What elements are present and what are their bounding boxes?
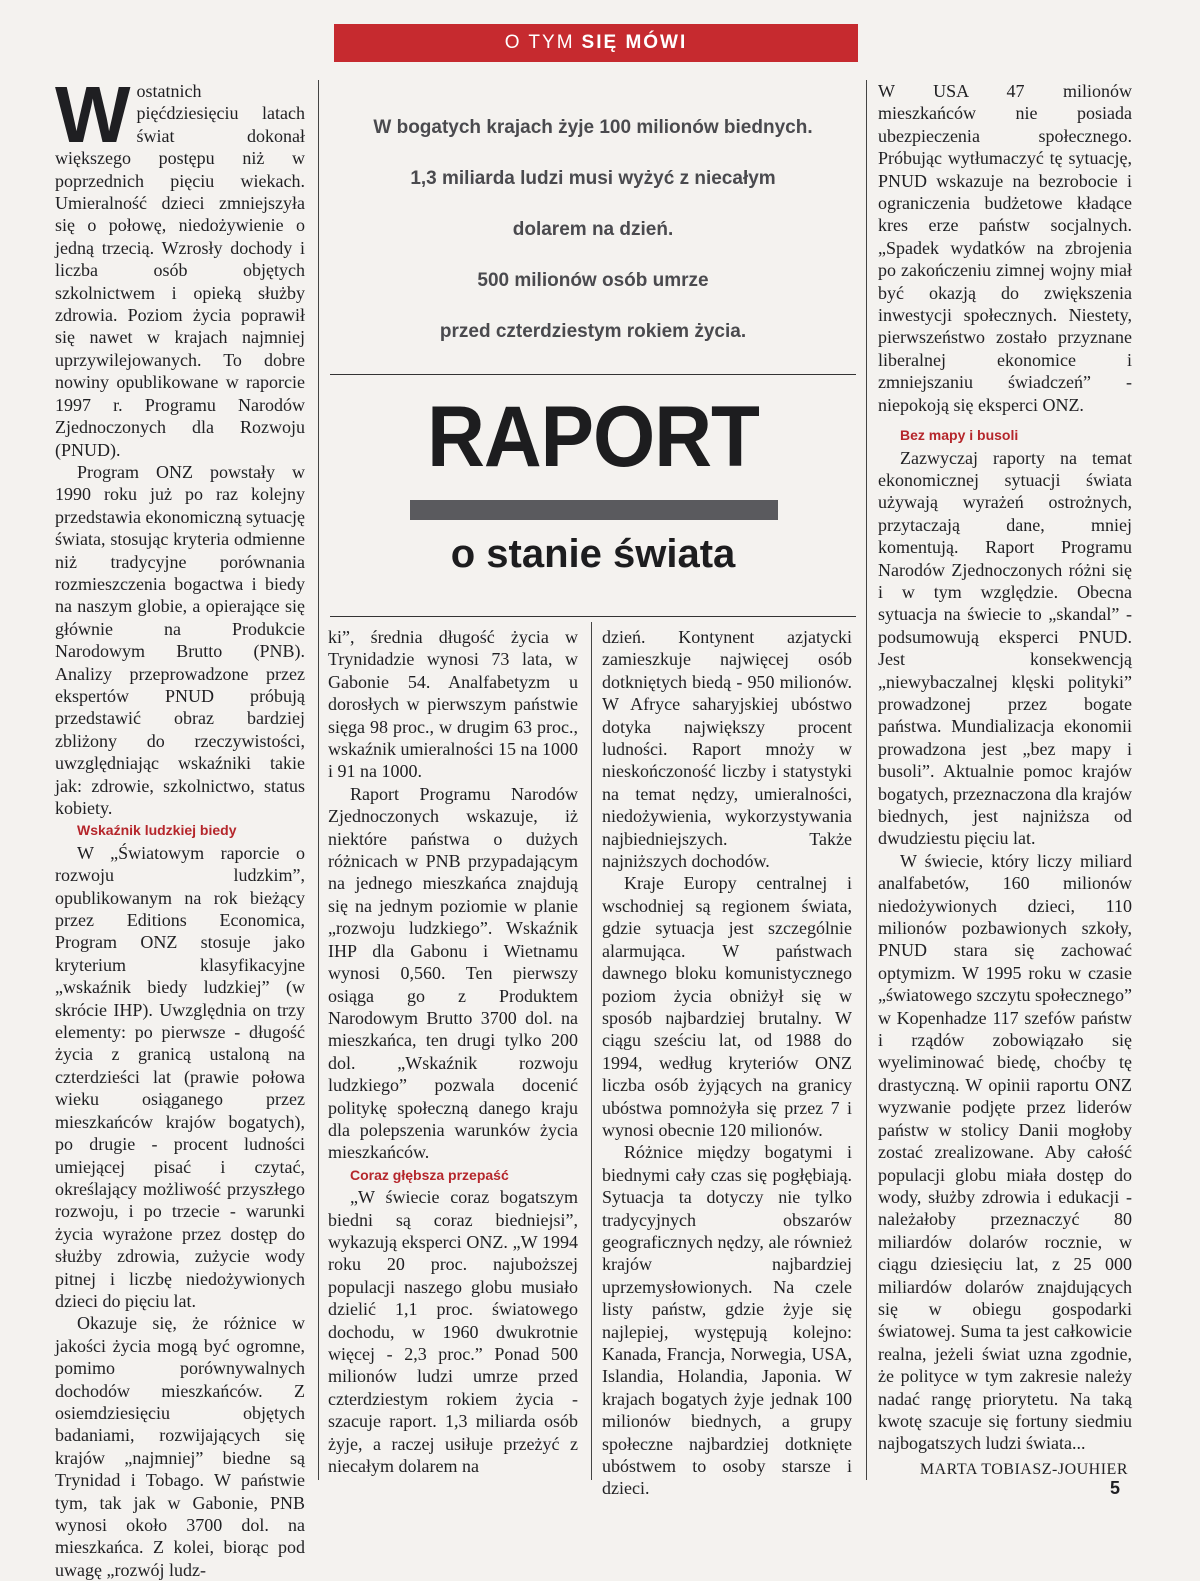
paragraph: dzień. Kontynent azjatycki zamieszkuje najwięcej osób dotkniętych biedą - 950 milionów. W Afryce saharyjskiej ubóstwo dotyka największy procent ludności. Raport mnoży w nieskończoność liczby i statystyki na temat nędzy, umieralności, niedożywienia, wykorzystywania najbiedniejszych. Także najniższych dochodów.: [602, 627, 852, 872]
banner-text-bold: SIĘ MÓWI: [581, 32, 688, 53]
column-rule: [318, 80, 319, 1480]
headline-bar: [410, 500, 778, 520]
paragraph: W „Światowym raporcie o rozwoju ludzkim”, opublikowanym na rok bieżący przez Editions Economica, Program ONZ stosuje jako kryterium klasyfikacyjne „wskaźnik biedy ludzkiej” (w skrócie IHP). Uwzględnia on trzy elementy: po pierwsze - długość życia z granicą ustaloną na czterdzieści lat (prawie połowa wieku osiąganego przez mieszkańców krajów bogatych), po drugie - procent ludności umiejącej pisać i czytać, określający możliwość przyszłego rozwoju, i po trzecie - warunki życia wyrażone przez dostęp do służby zdrowia, zużycie wody pitnej i liczbę niedożywionych dzieci do pięciu lat.: [55, 842, 305, 1311]
paragraph: ostatnich pięćdziesięciu latach świat dokonał większego postępu niż w poprzednich pięciu wiekach. Umieralność dzieci zmniejszyła się o połowę, niedożywienie o jedną trzecią. Wzrosły dochody i liczba osób objętych szkolnictwem i opieką służby zdrowia. Poziom życia poprawił się nawet w krajach najmniej uprzywilejowanych. To dobre nowiny opublikowane w raporcie 1997 r. Programu Narodów Zjednoczonych dla Rozwoju (PNUD).: [55, 81, 305, 460]
paragraph: Zazwyczaj raporty na temat ekonomicznej sytuacji świata używają wyrażeń ostrożnych, przytaczają dane, mniej komentują. Raport Programu Narodów Zjednoczonych różni się i w tym względzie. Obecna sytuacja na świecie to „skandal” - podsumowują eksperci PNUD. Jest konsekwencją „niewybaczalnej klęski polityki” prowadzonej przez bogate państwa. Mundializacja ekonomii prowadzona jest „bez mapy i busoli”. Aktualnie pomoc krajów bogatych, przeznaczona dla krajów biednych, jest najniższa od dwudziestu pięciu lat.: [878, 447, 1132, 849]
divider: [330, 616, 856, 617]
column-rule: [866, 80, 867, 1480]
headline: RAPORT: [427, 388, 759, 485]
lead-line: 500 milionów osób umrze: [477, 270, 709, 291]
section-heading: Coraz głębsza przepaść: [350, 1166, 509, 1183]
section-heading: Wskaźnik ludzkiej biedy: [77, 822, 237, 839]
section-heading: Bez mapy i busoli: [900, 427, 1019, 444]
paragraph: Raport Programu Narodów Zjednoczonych wskazuje, iż niektóre państwa o dużych różnicach w PNB przypadającym na jednego mieszkańca znajdują się na jednym poziomie w planie „rozwoju ludzkiego”. Wskaźnik IHP dla Gabonu i Wietnamu wynosi 0,560. Ten pierwszy osiąga go z Produktem Narodowym Brutto 3700 dol. na mieszkańca, ten drugi tylko 200 dol. „Wskaźnik rozwoju ludzkiego” pozwala docenić politykę społeczną danego kraju dla polepszenia warunków życia mieszkańców.: [328, 783, 578, 1163]
page-number: 5: [1110, 1478, 1121, 1498]
lead-block: [330, 102, 856, 357]
lead-line: przed czterdziestym rokiem życia.: [439, 321, 747, 342]
article-column-2: [328, 626, 578, 1477]
divider: [330, 374, 856, 375]
lead-line: dolarem na dzień.: [512, 219, 674, 240]
section-banner: [334, 24, 858, 62]
paragraph: Okazuje się, że różnice w jakości życia mogą być ogromne, pomimo porównywalnych dochodów mieszkańców. Z osiemdziesięciu objętych badaniami, rozwijających się krajów „najmniej” biedne są Trynidad i Tobago. W państwie tym, tak jak w Gabonie, PNB wynosi około 3700 dol. na mieszkańca. Z kolei, biorąc pod uwagę „rozwój ludz-: [55, 1313, 305, 1580]
paragraph: „W świecie coraz bogatszym biedni są coraz biedniejsi”, wykazują eksperci ONZ. „W 1994 roku 20 proc. najuboższej populacji naszego globu musiało dzielić 1,1 proc. światowego dochodu, w 1960 dwukrotnie więcej - 2,3 proc.” Ponad 500 milionów ludzi umrze przed czterdziestym rokiem życia - szacuje raport. 1,3 miliarda osób żyje, a raczej usiłuje przeżyć z niecałym dolarem na: [328, 1187, 578, 1477]
paragraph: Kraje Europy centralnej i wschodniej są regionem świata, gdzie sytuacja jest szczególnie alarmująca. W państwach dawnego bloku komunistycznego poziom życia obniżył się w sposób najbardziej brutalny. W ciągu sześciu lat, od 1988 do 1994, według kryteriów ONZ liczba osób żyjących na granicy ubóstwa pomnożyła się przez 7 i wynosi obecnie 120 milionów.: [602, 873, 852, 1140]
lead-line: W bogatych krajach żyje 100 milionów biednych.: [373, 117, 813, 138]
lead-line: 1,3 miliarda ludzi musi wyżyć z niecałym: [410, 168, 776, 189]
paragraph: Różnice między bogatymi i biednymi cały czas się pogłębiają. Sytuacja ta dotyczy nie tylko tradycyjnych obszarów geograficznych nędzy, ale również krajów najbardziej uprzemysłowionych. Na czele listy państw, gdzie żyje się najlepiej, występują kolejno: Kanada, Francja, Norwegia, USA, Islandia, Holandia, Japonia. W krajach bogatych żyje jednak 100 milionów biednych, a grupy społeczne najbardziej dotknięte ubóstwem to osoby starsze i dzieci.: [602, 1142, 852, 1499]
column-rule: [591, 622, 592, 1480]
banner-text: O TYM: [504, 32, 575, 53]
article-column-1: [55, 70, 305, 1581]
headline-subtitle: o stanie świata: [450, 532, 736, 576]
paragraph: W USA 47 milionów mieszkańców nie posiada ubezpieczenia społecznego. Próbując wytłumaczyć tę sytuację, PNUD wskazuje na bezrobocie i ograniczenia budżetowe kładące kres erze państw socjalnych. „Spadek wydatków na zbrojenia po zakończeniu zimnej wojny miał być okazją do zwiększenia inwestycji społecznych. Niestety, pierwszeństwo zostało przyznane liberalnej ekonomice i zmniejszaniu świadczeń” - niepokoją się eksperci ONZ.: [878, 81, 1132, 415]
paragraph: ki”, średnia długość życia w Trynidadzie wynosi 73 lata, w Gabonie 54. Analfabetyzm u dorosłych w pierwszym państwie sięga 98 proc., w drugim 63 proc., wskaźnik umieralności 15 na 1000 i 91 na 1000.: [328, 627, 578, 782]
paragraph: Program ONZ powstały w 1990 roku już po raz kolejny przedstawia ekonomiczną sytuację świata, stosując kryteria odmienne niż tradycyjne porównania rozmieszczenia bogactwa i biedy na naszym globie, a opierające się głównie na Produkcie Narodowym Brutto (PNB). Analizy przeprowadzone przez ekspertów PNUD próbują przedstawić obraz bardziej zbliżony do rzeczywistości, uwzględniając wskaźniki takie jak: zdrowie, szkolnictwo, status kobiety.: [55, 461, 305, 818]
article-column-3: [602, 626, 852, 1500]
paragraph: W świecie, który liczy miliard analfabetów, 160 milionów niedożywionych dzieci, 110 milionów pozbawionych szkoły, PNUD stara się zachować optymizm. W 1995 roku w czasie „światowego szczytu społecznego” w Kopenhadze 117 szefów państw i rządów zobowiązało się wyeliminować biedę, choćby tę drastyczną. W opinii raportu ONZ wyzwanie podjęte przez liderów państw w stolicy Danii mogłoby zostać zrealizowane. Aby całość populacji globu miała dostęp do wody, służby zdrowia i edukacji - należałoby przeznaczyć 80 miliardów dolarów rocznie, w ciągu dziesięciu lat, z 25 000 miliardów dolarów znajdujących się w obiegu gospodarki światowej. Suma ta jest całkowicie realna, jeżeli świat uzna zgodnie, że polityce w tym zakresie należy nadać rangę priorytetu. Na taką kwotę szacuje się fortuny siedmiu najbogatszych ludzi świata...: [878, 850, 1132, 1454]
article-column-4: [878, 80, 1132, 1455]
drop-cap: W: [55, 70, 131, 159]
author-signature: MARTA TOBIASZ-JOUHIER: [919, 1461, 1128, 1478]
